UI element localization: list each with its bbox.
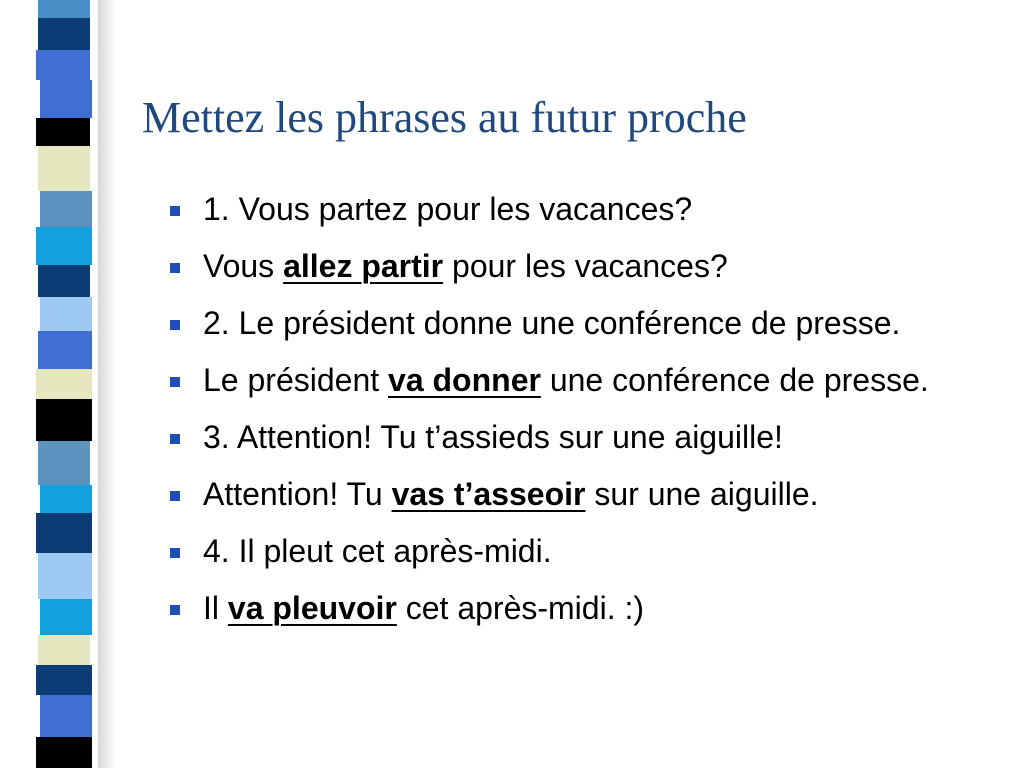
stripe-block (36, 399, 92, 441)
item-answer: allez partir (283, 248, 444, 284)
item-text-after: pour les vacances? (443, 248, 728, 284)
square-bullet-icon (170, 263, 180, 273)
stripe-block (36, 118, 90, 146)
stripe-block (38, 0, 90, 18)
stripe-block (40, 297, 92, 331)
stripe-block (36, 50, 90, 80)
decorative-stripe-column (0, 0, 100, 768)
stripe-block (36, 513, 92, 553)
stripe-block (38, 441, 90, 485)
item-text: Le président (203, 362, 389, 398)
stripe-shadow (98, 0, 116, 768)
item-text-after: une conférence de presse. (540, 362, 929, 398)
item-answer: va donner (388, 362, 541, 398)
stripe-block (36, 665, 92, 695)
item-text: Il (203, 590, 228, 626)
list-item (168, 471, 1008, 517)
stripe-block (36, 737, 92, 768)
stripe-block (40, 191, 92, 227)
item-text: 3. Attention! Tu t’assieds sur une aiguille! (203, 419, 783, 455)
item-answer: va pleuvoir (227, 590, 397, 626)
stripe-block (38, 146, 90, 191)
list-item (168, 357, 1008, 403)
square-bullet-icon (170, 548, 180, 558)
bullet-list (168, 186, 1008, 642)
stripe-block (36, 227, 92, 265)
stripe-block (38, 553, 92, 599)
square-bullet-icon (170, 377, 180, 387)
item-text: 2. Le président donne une conférence de presse. (203, 305, 901, 341)
square-bullet-icon (170, 206, 180, 216)
list-item (168, 186, 1008, 232)
slide-title: Mettez les phrases au futur proche (142, 93, 747, 142)
list-item (168, 243, 1008, 289)
square-bullet-icon (170, 434, 180, 444)
item-text: Vous (203, 248, 284, 284)
stripe-block (38, 18, 90, 50)
stripe-block (40, 695, 92, 737)
stripe-block (40, 80, 92, 118)
stripe-block (38, 635, 90, 665)
item-text: 1. Vous partez pour les vacances? (203, 191, 693, 227)
item-text: Attention! Tu (203, 476, 392, 512)
stripe-block (40, 485, 92, 513)
square-bullet-icon (170, 491, 180, 501)
item-text-after: sur une aiguille. (585, 476, 819, 512)
item-text: 4. Il pleut cet après-midi. (203, 533, 552, 569)
list-item (168, 414, 1008, 460)
stripe-block (38, 265, 90, 297)
list-item (168, 585, 1008, 631)
item-answer: vas t’asseoir (391, 476, 586, 512)
item-text-after: cet après-midi. :) (396, 590, 645, 626)
square-bullet-icon (170, 320, 180, 330)
list-item (168, 300, 1008, 346)
stripe-block (38, 331, 92, 369)
list-item (168, 528, 1008, 574)
stripe-block (40, 599, 92, 635)
square-bullet-icon (170, 605, 180, 615)
stripe-block (36, 369, 92, 399)
